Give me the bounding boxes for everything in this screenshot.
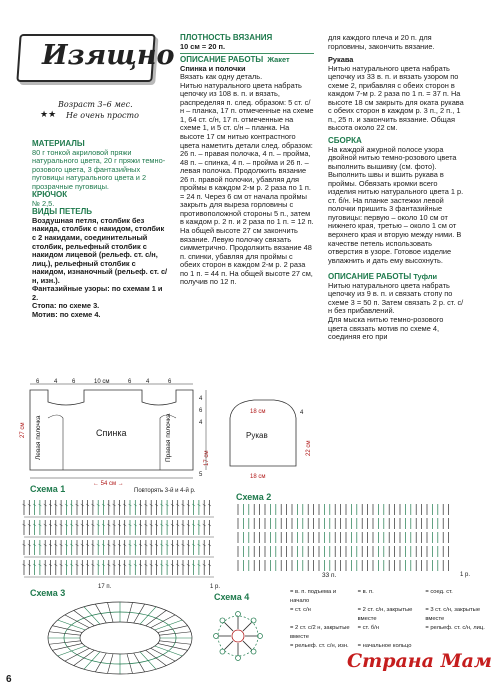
sleeves-text: Нитью натурального цвета набрать цепочку из 33 в. п. и вязать узором по схеме 2, прибавляя с обеих сторон в каждом 7-м р. 2 раза по 1 п. = 37 п. На высоте 18 см закрыть для оката рукава с обеих сторон в каждом р. 3 п., 2 п., 1 п., 25 п. и закончить вязание. Общая высота около 22 см. <box>328 63 464 133</box>
stitch-ray <box>146 650 167 665</box>
chart1-label: Схема 1 <box>30 484 66 494</box>
stitch-ray <box>151 648 176 661</box>
stitch-ray <box>58 646 86 656</box>
sleeve-label: Рукав <box>246 431 268 440</box>
stitch-ray <box>140 652 156 669</box>
chart1-note: Повторять 3-й и 4-й р. <box>134 488 196 494</box>
jacket-item: Жакет <box>267 55 290 65</box>
difficulty-stars: ★★ <box>40 109 57 119</box>
divider <box>180 53 314 54</box>
legend-item: = 2 ст. с/2 н, закрытые вместе <box>290 625 350 640</box>
legend-item: = 2 ст. с/н, закрытые вместе <box>357 607 413 622</box>
chart2-count: 33 п. <box>322 572 337 579</box>
height-27: 27 см <box>20 422 26 438</box>
dim-right-2: 6 <box>199 408 203 414</box>
crochet-charts <box>14 480 474 592</box>
legend-item: = рельеф. ст. с/н, изн. <box>290 643 349 649</box>
sleeve-top-dim: 18 см <box>250 409 266 415</box>
difficulty-text: Не очень просто <box>66 111 139 120</box>
chart2-label: Схема 2 <box>236 492 272 502</box>
age-text: Возраст 3–6 мес. <box>58 100 133 109</box>
stitch-ray <box>159 632 191 635</box>
dim-top-4: 10 см <box>94 379 110 385</box>
materials-text: 80 г тонкой акриловой пряжи натурального цвета, 20 г пряжи темно-розового цвета, 3 фантазийных пуговицы натурального цвета и 2 прозрачные пуговицы. <box>32 147 166 191</box>
assembly-text: На каждой ажурной полосе узора двойной нитью темно-розового цвета выполнить вышивку (см. фото). Выполнить швы и вшить рукава в проймы. Обвязать кромки всего изделия нитью натурального цвета 1 р. ст. б/н. На планке застежки левой полочки пришить 3 фантазийные пуговицы: первую – около 10 см от нижнего края, третью – около 1 см от верхнего края и вторую между ними. В качестве петель использовать отверстия в узоре. Готовое изделие увлажнить и дать ему высохнуть. <box>328 144 464 265</box>
legend <box>290 588 490 651</box>
chart3 <box>30 588 200 678</box>
dim-right-3: 4 <box>199 420 203 426</box>
stitch-ray <box>159 641 191 644</box>
sleeve-height: 22 см <box>306 440 312 456</box>
dim-top-1: 6 <box>36 379 40 385</box>
stitch-ray <box>151 615 176 628</box>
chart4-label: Схема 4 <box>214 592 250 602</box>
stitch-ray <box>134 653 145 672</box>
column-left <box>32 140 168 319</box>
hook-text: № 2,5. <box>32 198 55 208</box>
chart1-count: 17 п. <box>98 584 112 590</box>
stitch-ray <box>140 607 156 624</box>
shoes-text-2: Для мыска нитью темно-розового цвета связать мотив по схеме 4, соединяя его при <box>328 314 444 342</box>
jacket-heading: ОПИСАНИЕ РАБОТЫ <box>180 55 264 65</box>
col3-p0: для каждого плеча и 20 п. для горловины, закончить вязание. <box>328 33 435 51</box>
motif-stitch <box>243 623 251 631</box>
dim-top-3: 6 <box>72 379 76 385</box>
stitch-ray <box>95 653 106 672</box>
dim-top-7: 6 <box>168 379 172 385</box>
shoes-text: Нитью натурального цвета набрать цепочку из 9 в. п. и связать стопу по схеме 3 = 50 п. Затем связать 2 р. ст. с/н без прибавлений. <box>328 280 464 316</box>
left-front-label: Левая полочка <box>35 415 42 460</box>
motif-stitch <box>225 641 233 649</box>
jacket-sub: Спинка и полочки <box>180 63 246 73</box>
sleeve-bottom-dim: 18 см <box>250 474 266 480</box>
motif-loop <box>251 649 256 654</box>
chart1-row-label: 1 р. <box>210 584 221 590</box>
chart2-row-label: 1 р. <box>460 572 471 578</box>
legend-item: = соед. ст. <box>425 589 453 595</box>
dim-top-5: 6 <box>128 379 132 385</box>
legend-item: = в. п. <box>357 589 374 595</box>
gauge-heading: ПЛОТНОСТЬ ВЯЗАНИЯ <box>180 33 273 42</box>
shoes-item: Туфли <box>413 272 438 282</box>
legend-item: = рельеф. ст. с/н, лиц. <box>425 625 485 631</box>
legend-item: = ст. с/н <box>290 607 311 613</box>
sleeve-side-dim: 4 <box>300 410 304 416</box>
hook-heading: КРЮЧОК <box>32 190 68 200</box>
stopa-text: Стопа: по схеме 3. <box>32 301 100 311</box>
column-right <box>328 34 464 342</box>
jacket-p2: Нитью натурального цвета набрать цепочку из 108 в. п. и вязать, распределяя п. след. образом: 5 ст. с/н – планка, 17 п. отмеченные на схеме 1, 64 ст. с/н, 17 п. отмеченные на схеме 1, и 5 ст. с/н – планка. На высоте 17 см нитью контрастного цвета наметить детали след. образом: 26 п. – правая полочка, 4 п. – пройма, 48 п. – спинка, 4 п. – пройма и 26 п. – левая полочка. Продолжить вязание 26 п. правой полочки, убавляя для проймы в каждом 2-м р. 2 раза по 1 п. = 24 п. Через 6 см от начала проймы закрыть для выреза горловины с противоположной стороны 5 п., затем в каждом р. 2 п. и 2 раза по 1 п. = 12 п. На общей высоте 27 см закончить вязание. Левую полочку связать симметрично. Продолжить вязание 48 п. спинки, убавляя для проймы с обеих сторон в каждом 2-м р. 2 раза по 1 п. = 44 п. На общей высоте 27 см, получив по 12 п. <box>180 80 314 287</box>
legend-item: = начальное кольцо <box>357 643 412 649</box>
sleeves-heading: Рукава <box>328 55 354 65</box>
chart4-petals <box>214 612 263 661</box>
stitch-ray <box>155 620 183 630</box>
stitches-text: Воздушная петля, столбик без накида, столбик с накидом, столбик с 2 накидами, соединительный столбик, рельефный столбик с накидом лицевой (рельеф. ст. с/н, лиц.), рельефный столбик с накидом, изнаночный (рельеф. ст. с/н, изн.). <box>32 215 168 285</box>
title-banner <box>18 28 175 90</box>
materials-heading: МАТЕРИАЛЫ <box>32 139 85 148</box>
stitch-ray <box>65 615 90 628</box>
page-title: Изящно <box>42 40 175 71</box>
stitch-ray <box>58 620 86 630</box>
stitch-ray <box>49 632 81 635</box>
stitch-ray <box>84 652 100 669</box>
gauge-text: 10 см = 20 п. <box>180 41 226 51</box>
stitch-ray <box>158 643 188 650</box>
shoes-heading: ОПИСАНИЕ РАБОТЫ <box>328 272 412 282</box>
motif-loop <box>251 618 256 623</box>
motif-loop <box>236 656 241 661</box>
column-middle <box>180 34 314 287</box>
stitch-ray <box>155 646 183 656</box>
stitch-ray <box>134 604 145 623</box>
motif-stitch <box>243 641 251 649</box>
watermark: Страна Мам <box>346 650 492 672</box>
stitch-ray <box>52 643 82 650</box>
height-17: 17 см <box>204 450 210 466</box>
motif-text: Мотив: по схеме 4. <box>32 309 101 319</box>
chart1-grid <box>23 500 215 577</box>
stitches-heading: ВИДЫ ПЕТЕЛЬ <box>32 207 92 217</box>
fancy-pattern-text: Фантазийные узоры: по схемам 1 и 2. <box>32 284 163 302</box>
chart2-grid <box>238 504 449 571</box>
age-label <box>58 99 139 121</box>
stitch-ray <box>52 626 82 633</box>
stitch-ray <box>158 626 188 633</box>
width-54: ← 54 см → <box>93 481 124 487</box>
stitch-ray <box>84 607 100 624</box>
legend-item: = 3 ст. с/н, закрытые вместе <box>425 607 481 622</box>
dim-top-2: 4 <box>54 379 58 385</box>
legend-item: = в. п. подъема и начало <box>290 589 337 604</box>
stitch-ray <box>146 610 167 625</box>
jacket-p1: Вязать как одну деталь. <box>180 72 263 82</box>
motif-loop <box>220 649 225 654</box>
chart3-rays <box>48 602 192 674</box>
spinka-label: Спинка <box>96 428 127 438</box>
dim-right-1: 4 <box>199 396 203 402</box>
stitch-ray <box>74 610 95 625</box>
motif-loop <box>220 618 225 623</box>
chart3-label: Схема 3 <box>30 588 66 598</box>
stitch-ray <box>49 641 81 644</box>
right-front-label: Правая полочка <box>165 413 172 462</box>
assembly-heading: СБОРКА <box>328 136 362 146</box>
motif-loop <box>214 634 219 639</box>
stitch-ray <box>95 604 106 623</box>
legend-item: = ст. б/н <box>357 625 379 631</box>
pattern-diagram <box>18 378 318 488</box>
motif-stitch <box>225 623 233 631</box>
dim-right-4: 5 <box>199 472 203 478</box>
stitch-ray <box>74 650 95 665</box>
chart4 <box>210 590 280 672</box>
stitch-ray <box>65 648 90 661</box>
page-number: 6 <box>6 674 12 685</box>
dim-top-6: 4 <box>146 379 150 385</box>
